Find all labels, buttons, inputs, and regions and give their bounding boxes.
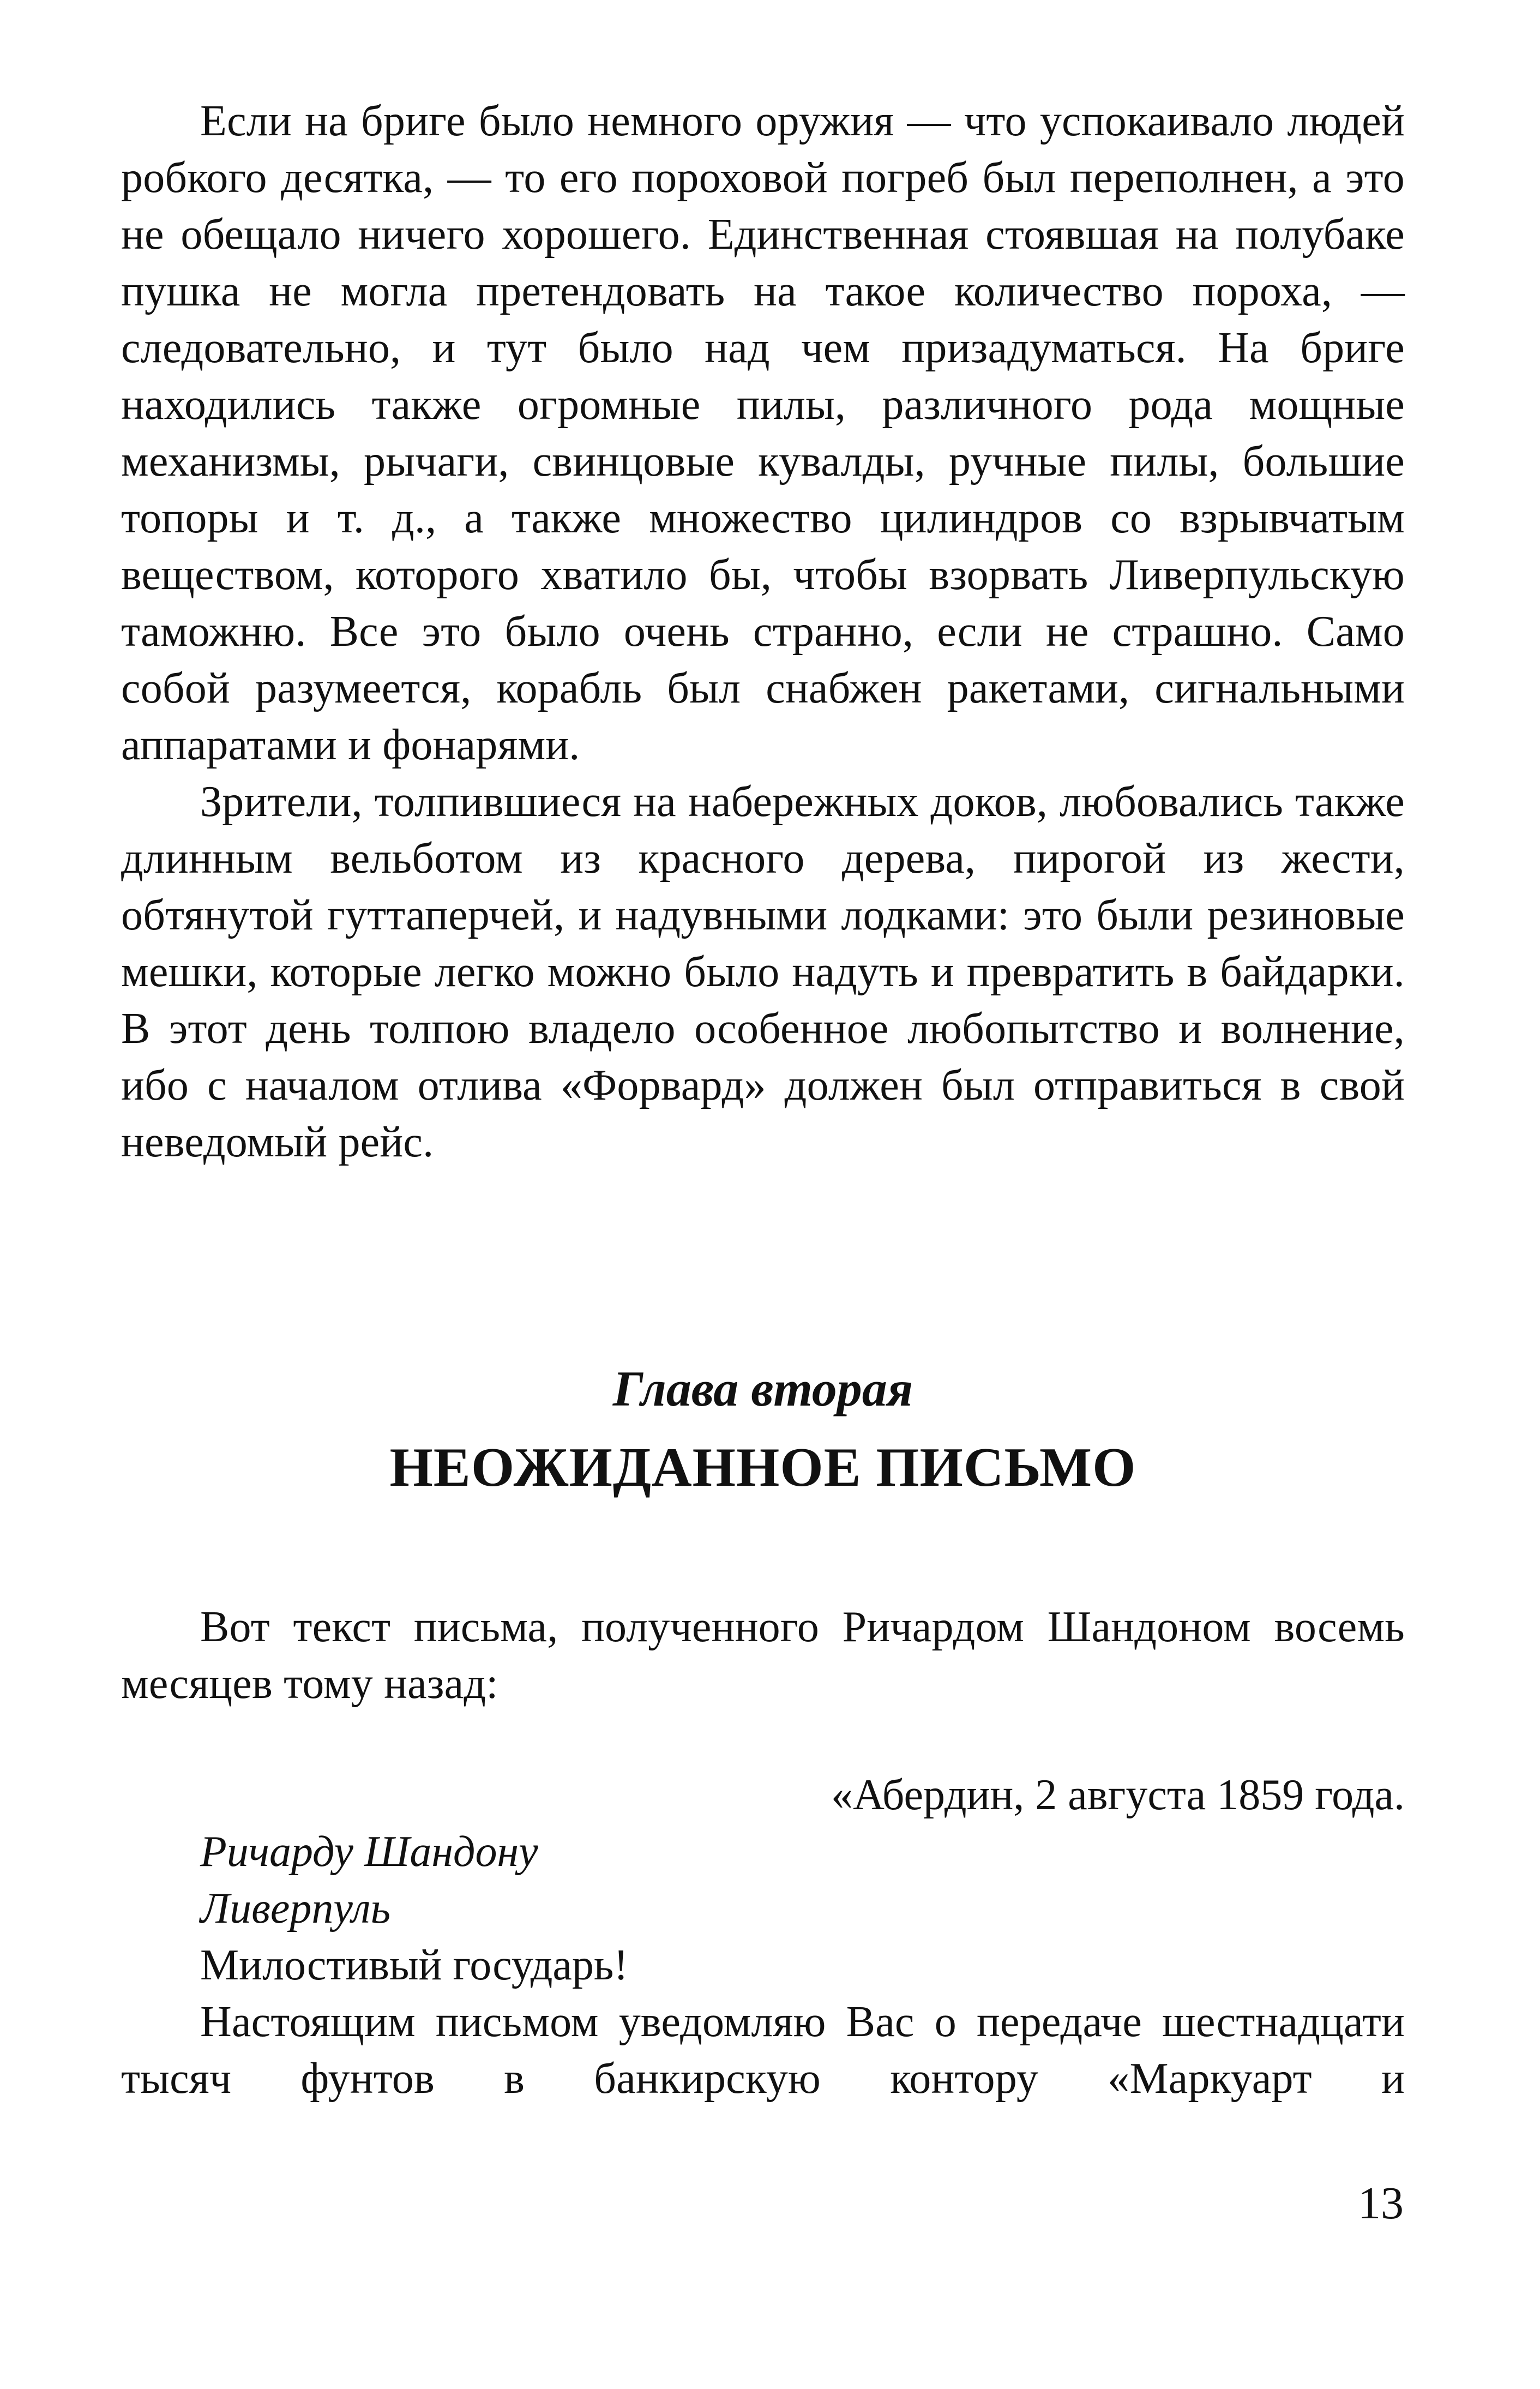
chapter-number: Глава вторая: [612, 1361, 913, 1416]
letter-salutation: Милостивый государь!: [200, 1941, 629, 1989]
paragraph-brig-arsenal: Если на бриге было немного оружия — что успокаивало людей робкого десятка, — то его пороховой погреб был переполнен, а это не обещало ничего хорошего. Единственная стоявшая на полубаке пушка не могла претендовать на такое количество пороха, — следовательно, и тут было над чем призадуматься. На бриге находились также огромные пилы, различного рода мощные механизмы, рычаги, свинцовые кувалды, ручные пилы, большие топоры и т. д., а также множество цилиндров со взрывчатым веществом, которого хватило бы, чтобы взорвать Ливерпульскую таможню. Все это было очень странно, если не страшно. Само собой разумеется, корабль был снабжен ракетами, сигнальными аппаратами и фонарями.: [121, 97, 1405, 769]
chapter-title: НЕОЖИДАННОЕ ПИСЬМО: [389, 1437, 1136, 1498]
letter-recipient: Ричарду Шандону: [200, 1828, 538, 1876]
page-number: 13: [1358, 2178, 1404, 2229]
letter-intro: Вот текст письма, полученного Ричардом Шандоном восемь месяцев тому назад:: [121, 1603, 1405, 1708]
paragraph-spectators: Зрители, толпившиеся на набережных доков, любовались также длинным вельботом из красного дерева, пирогой из жести, обтянутой гуттаперчей, и надувными лодками: это были резиновые мешки, которые легко можно было надуть и превратить в байдарки. В этот день толпою владело особенное любопытство и волнение, ибо с началом отлива «Форвард» должен был отправиться в свой неведомый рейс.: [121, 778, 1405, 1166]
letter-date-line: «Абердин, 2 августа 1859 года.: [831, 1771, 1405, 1819]
book-page: [121, 93, 1405, 2318]
letter-city: Ливерпуль: [200, 1884, 391, 1932]
letter-body: Настоящим письмом уведомляю Вас о передаче шестнадцати тысяч фунтов в банкирскую контору «Маркуарт и: [121, 1998, 1405, 2103]
